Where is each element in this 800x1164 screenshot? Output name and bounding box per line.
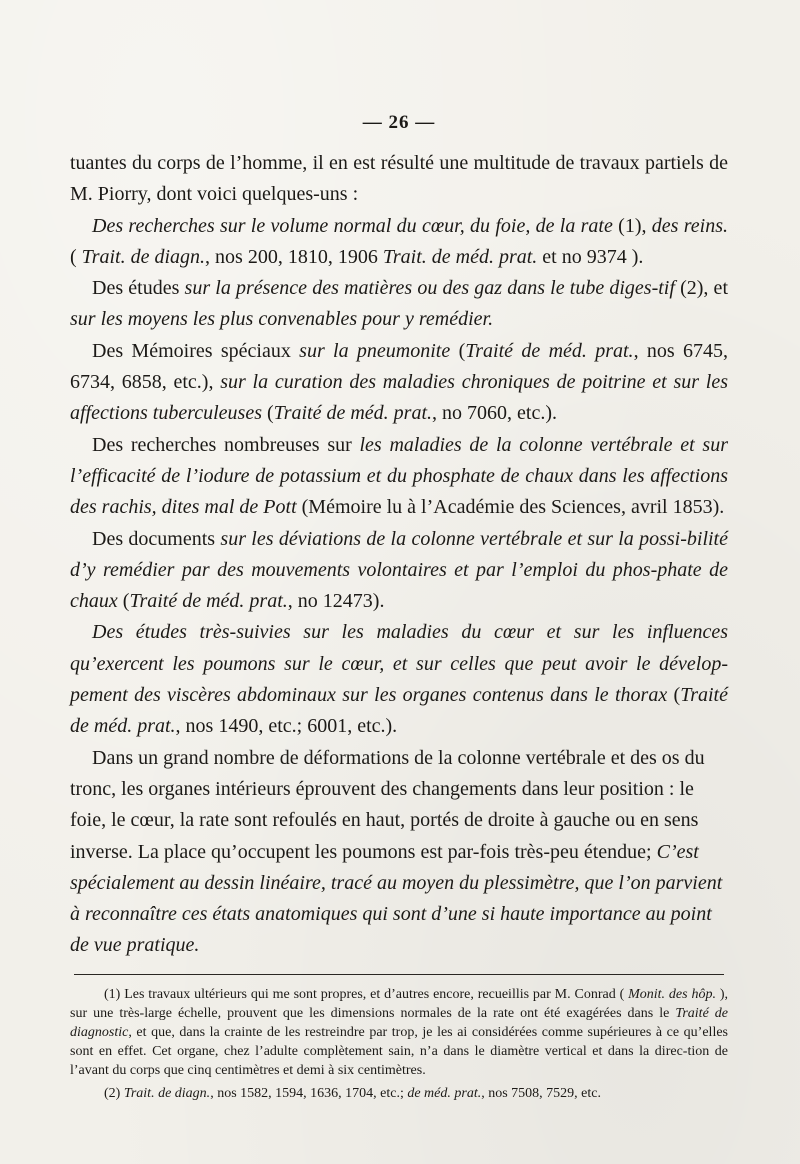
footnote-divider [74,974,724,975]
text-segment: tuantes du corps de l’homme, il en est résulté une multitude de travaux partiels de M. Piorry, dont voici quelques-uns : [70,152,728,206]
paragraph-pneumonite-memoirs [70,336,728,430]
italic-text-segment: Trait. de diagn. [123,1085,211,1101]
italic-text-segment: sur les déviations de la colonne vertébrale et sur la possi-bilité d’y remédier par des mouvements volontaires et par l’emploi du phos-phate de chaux [70,527,728,613]
italic-text-segment: Traité de diagnostic [70,1005,729,1040]
paragraph-spine-deviations [70,524,728,618]
italic-text-segment: Traité de méd. prat. [273,402,433,425]
italic-text-segment: Monit. des hôp. [628,986,716,1002]
italic-text-segment: de méd. prat. [407,1085,482,1101]
text-segment: ( [117,590,130,613]
italic-text-segment: sur la curation des maladies chroniques de poitrine et sur les affections tuberculeuses [70,371,728,425]
text-segment: ( [667,684,681,707]
italic-text-segment: Traité de méd. prat. [129,590,288,613]
text-segment: , nos 1582, 1594, 1636, 1704, etc.; [210,1085,408,1101]
italic-text-segment: Trait. de diagn. [81,245,206,268]
italic-text-segment: Des études très-suivies sur les maladies du cœur et sur les influences qu’exercent les poumons sur le cœur, et sur celles que peut avoir le dévelop-pement des viscères abdominaux sur les organes contenus dans le thorax [70,621,728,707]
page-number: — 26 — [362,112,436,133]
text-segment: Dans un grand nombre de déformations de la colonne vertébrale et des os du tronc, les organes intérieurs éprouvent des changements dans leur position : le foie, le cœur, la rate sont refoulés en haut, portés de droite à gauche ou en sens inverse. La place qu’occupent les poumons est par-fois très-peu étendue; [70,746,705,863]
paragraph-heart-studies [70,617,728,742]
text-segment: ( [70,245,82,268]
text-segment: Des Mémoires spéciaux [92,339,300,362]
italic-text-segment: Des recherches sur le volume normal du cœur, du foie, de la rate [92,214,613,237]
text-segment: (Mémoire lu à l’Académie des Sciences, avril 1853). [296,496,725,519]
text-segment: , nos 200, 1810, 1906 [205,245,383,268]
italic-text-segment: Traité de méd. prat. [70,684,728,738]
text-segment: ), sur une très-large échelle, prouvent que les dimensions normales de la rate ont été exagérées dans le [70,986,728,1021]
italic-text-segment: sur la présence des matières ou des gaz dans le tube diges-tif [184,277,675,300]
italic-text-segment: sur la pneumonite [299,339,451,362]
text-segment: ( [450,339,466,362]
text-segment: Des études [92,277,185,300]
paragraph-volume-research [70,211,728,274]
text-segment: , no 12473). [287,590,385,613]
text-segment: (2) [104,1085,124,1101]
paragraph-spine-research [70,430,728,524]
italic-text-segment: les maladies de la colonne vertébrale et sur l’efficacité de l’iodure de potassium et du phosphate de chaux dans les affections des rachis, dites mal de Pott [70,433,728,519]
text-segment: (1), [612,214,652,237]
paragraph-deformations [70,743,728,962]
paragraph-continuation [70,148,728,211]
italic-text-segment: Trait. de méd. prat. [382,245,538,268]
body-text [70,148,728,962]
text-segment: , et que, dans la crainte de les restreindre par trop, je les ai considérées comme supérieures à ce qu’elles sont en effet. Cet organe, chez l’adulte complètement sain, n’a dans le diamètre vertical et dans la direc-tion de l’avant du corps que cinq centimètres et demi à six centimètres. [70,1024,728,1078]
text-segment: Des recherches nombreuses sur [92,433,360,456]
footnotes [70,985,728,1103]
footnote-1 [70,985,728,1080]
text-segment: (2), et [674,277,728,300]
text-segment: , nos 7508, 7529, etc. [481,1085,601,1101]
text-segment: , nos 6745, 6734, 6858, etc.), [70,339,728,394]
paragraph-digestive-studies [70,273,728,336]
italic-text-segment: sur les moyens les plus convenables pour y remédier. [70,308,494,331]
text-segment: ( [262,402,274,425]
italic-text-segment: C’est spécialement au dessin linéaire, tracé au moyen du plessimètre, que l’on parvient à reconnaître ces états anatomiques qui sont d’une si haute importance au point de vue pratique. [70,840,723,957]
text-segment: Des documents [92,527,221,550]
footnote-2 [70,1084,728,1103]
text-segment: , no 7060, etc.). [432,402,557,425]
text-segment: et no 9374 ). [537,245,644,268]
text-segment: (1) Les travaux ultérieurs qui me sont propres, et d’autres encore, recueillis par M. Conrad ( [104,986,629,1002]
text-segment: , nos 1490, etc.; 6001, etc.). [175,715,398,738]
italic-text-segment: Traité de méd. prat. [465,339,634,362]
italic-text-segment: des reins. [651,214,728,237]
